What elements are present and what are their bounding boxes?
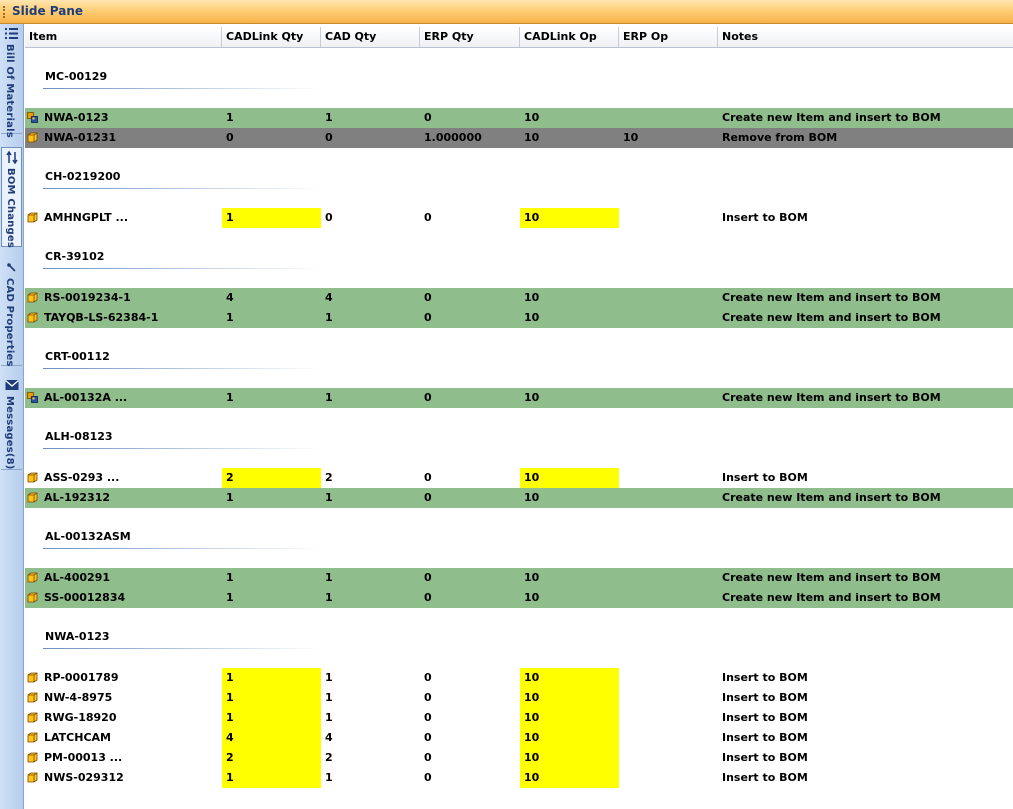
item-cell: NWA-0123 [44,111,109,124]
cadlink-op-cell: 10 [524,311,540,324]
table-row[interactable] [25,468,1013,488]
erp-op-cell [619,588,718,608]
cadlink-op-cell: 10 [524,591,540,604]
cad-qty-cell: 1 [325,591,333,604]
cad-qty-cell: 1 [325,311,333,324]
notes-cell: Insert to BOM [722,471,808,484]
notes-cell: Remove from BOM [722,131,838,144]
erp-op-cell [619,748,718,768]
erp-qty-cell: 0 [424,711,432,724]
side-tab-bar [0,24,24,809]
column-header-cadlink-qty[interactable]: CADLink Qty [222,27,321,47]
erp-qty-cell: 0 [424,671,432,684]
item-cell: ASS-0293 ... [44,471,120,484]
table-row[interactable] [25,208,1013,228]
erp-qty-cell: 0 [424,731,432,744]
table-row[interactable] [25,708,1013,728]
group-name: ALH-08123 [45,430,113,443]
cadlink-qty-cell: 4 [226,291,234,304]
erp-op-cell [619,288,718,308]
group-underline [43,268,323,269]
item-cell: NW-4-8975 [44,691,113,704]
group-name: MC-00129 [45,70,108,83]
cadlink-op-cell: 10 [524,571,540,584]
part-icon [27,212,38,223]
notes-cell: Create new Item and insert to BOM [722,391,941,404]
notes-cell: Insert to BOM [722,751,808,764]
notes-cell: Create new Item and insert to BOM [722,311,941,324]
table-row[interactable] [25,488,1013,508]
column-header-cad-qty[interactable]: CAD Qty [321,27,420,47]
tab-bill-of-materials[interactable] [1,24,22,138]
pane-title-bar [0,0,1013,24]
tab-bom-changes[interactable] [1,147,22,247]
cad-qty-cell: 0 [325,211,333,224]
table-row[interactable] [25,728,1013,748]
cadlink-op-cell: 10 [520,688,619,708]
notes-cell: Insert to BOM [722,711,808,724]
cad-qty-cell: 1 [325,111,333,124]
item-cell: LATCHCAM [44,731,111,744]
column-header-item[interactable]: Item [25,27,222,47]
notes-cell: Insert to BOM [722,771,808,784]
erp-op-cell [619,108,718,128]
list-icon [5,27,18,40]
cadlink-qty-cell: 1 [226,391,234,404]
notes-cell: Create new Item and insert to BOM [722,591,941,604]
notes-cell: Insert to BOM [722,691,808,704]
erp-qty-cell: 0 [424,291,432,304]
cad-qty-cell: 4 [325,291,333,304]
group-header[interactable] [25,68,1013,88]
item-cell: TAYQB-LS-62384-1 [44,311,159,324]
group-header[interactable] [25,348,1013,368]
table-row[interactable] [25,388,1013,408]
group-underline [43,88,323,89]
column-header-erp-op[interactable]: ERP Op [619,27,718,47]
erp-op-cell [619,768,718,788]
cad-qty-cell: 2 [325,471,333,484]
tab-label: Messages(8) [4,396,15,470]
cadlink-qty-cell: 1 [222,688,321,708]
erp-qty-cell: 0 [424,111,432,124]
erp-op-cell [619,568,718,588]
group-name: AL-00132ASM [45,530,131,543]
item-cell: AL-400291 [44,571,111,584]
cad-qty-cell: 0 [325,131,333,144]
erp-qty-cell: 0 [424,571,432,584]
part-icon [27,692,38,703]
erp-op-cell [619,708,718,728]
cadlink-op-cell: 10 [520,668,619,688]
cadlink-qty-cell: 2 [222,748,321,768]
part-icon [27,312,38,323]
tab-label: BOM Changes [5,168,16,248]
cadlink-qty-cell: 1 [222,668,321,688]
part-icon [27,292,38,303]
erp-qty-cell: 0 [424,491,432,504]
cadlink-op-cell: 10 [520,748,619,768]
notes-cell: Create new Item and insert to BOM [722,571,941,584]
grip-handle[interactable] [3,6,7,18]
table-row[interactable] [25,668,1013,688]
cadlink-qty-cell: 1 [222,208,321,228]
item-cell: NWA-01231 [44,131,117,144]
erp-qty-cell: 0 [424,691,432,704]
erp-qty-cell: 0 [424,771,432,784]
cadlink-qty-cell: 1 [222,708,321,728]
part-icon [27,472,38,483]
part-icon [27,132,38,143]
cadlink-qty-cell: 1 [226,491,234,504]
cad-qty-cell: 2 [325,751,333,764]
part-icon [27,672,38,683]
table-row[interactable] [25,688,1013,708]
table-row[interactable] [25,108,1013,128]
item-cell: AMHNGPLT ... [44,211,129,224]
group-header[interactable] [25,628,1013,648]
part-icon [27,592,38,603]
notes-cell: Insert to BOM [722,211,808,224]
cadlink-qty-cell: 4 [222,728,321,748]
cadlink-qty-cell: 1 [222,768,321,788]
erp-op-cell [619,468,718,488]
cadlink-op-cell: 10 [520,468,619,488]
cadlink-op-cell: 10 [520,708,619,728]
erp-op-cell [619,488,718,508]
table-row[interactable] [25,568,1013,588]
notes-cell: Insert to BOM [722,731,808,744]
cadlink-qty-cell: 1 [226,571,234,584]
cad-qty-cell: 4 [325,731,333,744]
tab-label: CAD Properties [4,278,15,367]
erp-op-cell: 10 [623,131,639,144]
cad-qty-cell: 1 [325,671,333,684]
tab-label: Bill Of Materials [4,44,15,138]
cad-qty-cell: 1 [325,491,333,504]
group-name: CR-39102 [45,250,105,263]
assembly-icon [27,112,38,123]
part-icon [27,732,38,743]
column-header-cadlink-op[interactable]: CADLink Op [520,27,619,47]
envelope-icon [5,379,18,392]
part-icon [27,772,38,783]
group-underline [43,188,323,189]
cadlink-op-cell: 10 [524,391,540,404]
cadlink-qty-cell: 1 [226,311,234,324]
cad-qty-cell: 1 [325,571,333,584]
assembly-icon [27,392,38,403]
part-icon [27,752,38,763]
notes-cell: Create new Item and insert to BOM [722,111,941,124]
item-cell: AL-00132A ... [44,391,128,404]
bom-changes-icon [6,151,19,164]
cad-qty-cell: 1 [325,711,333,724]
item-cell: RWG-18920 [44,711,117,724]
tab-cad-properties[interactable] [1,258,22,366]
erp-op-cell [619,668,718,688]
part-icon [27,492,38,503]
cadlink-op-cell: 10 [520,728,619,748]
table-row[interactable] [25,288,1013,308]
group-name: NWA-0123 [45,630,110,643]
cadlink-op-cell: 10 [520,208,619,228]
notes-cell: Create new Item and insert to BOM [722,491,941,504]
cadlink-qty-cell: 1 [226,111,234,124]
erp-qty-cell: 0 [424,471,432,484]
column-header-notes[interactable]: Notes [722,30,759,43]
erp-op-cell [619,208,718,228]
group-underline [43,368,323,369]
cad-qty-cell: 1 [325,691,333,704]
cadlink-qty-cell: 1 [226,591,234,604]
column-header-erp-qty[interactable]: ERP Qty [420,27,520,47]
erp-op-cell [619,308,718,328]
grid-header [25,27,1013,48]
group-header[interactable] [25,428,1013,448]
cadlink-op-cell: 10 [524,491,540,504]
item-cell: PM-00013 ... [44,751,123,764]
group-underline [43,448,323,449]
group-header[interactable] [25,528,1013,548]
erp-qty-cell: 0 [424,591,432,604]
group-header[interactable] [25,168,1013,188]
group-header[interactable] [25,248,1013,268]
erp-qty-cell: 1.000000 [424,131,482,144]
erp-op-cell [619,688,718,708]
item-cell: AL-192312 [44,491,111,504]
item-cell: NWS-029312 [44,771,124,784]
table-row[interactable] [25,308,1013,328]
cad-properties-icon [5,261,18,274]
group-underline [43,548,323,549]
erp-qty-cell: 0 [424,391,432,404]
cadlink-op-cell: 10 [520,768,619,788]
notes-cell: Create new Item and insert to BOM [722,291,941,304]
part-icon [27,572,38,583]
erp-qty-cell: 0 [424,211,432,224]
notes-cell: Insert to BOM [722,671,808,684]
group-underline [43,648,323,649]
group-name: CRT-00112 [45,350,110,363]
table-row[interactable] [25,588,1013,608]
erp-op-cell [619,728,718,748]
cadlink-qty-cell: 2 [222,468,321,488]
cad-qty-cell: 1 [325,391,333,404]
cad-qty-cell: 1 [325,771,333,784]
table-row[interactable] [25,128,1013,148]
erp-qty-cell: 0 [424,751,432,764]
item-cell: RS-0019234-1 [44,291,131,304]
item-cell: SS-00012834 [44,591,126,604]
table-row[interactable] [25,768,1013,788]
item-cell: RP-0001789 [44,671,119,684]
erp-op-cell [619,388,718,408]
cadlink-op-cell: 10 [524,111,540,124]
tab-messages[interactable] [1,376,22,470]
group-name: CH-0219200 [45,170,121,183]
pane-title: Slide Pane [12,4,84,18]
cadlink-op-cell: 10 [524,131,540,144]
erp-qty-cell: 0 [424,311,432,324]
table-row[interactable] [25,748,1013,768]
cadlink-op-cell: 10 [524,291,540,304]
part-icon [27,712,38,723]
bom-changes-grid [25,27,1013,809]
cadlink-qty-cell: 0 [226,131,234,144]
